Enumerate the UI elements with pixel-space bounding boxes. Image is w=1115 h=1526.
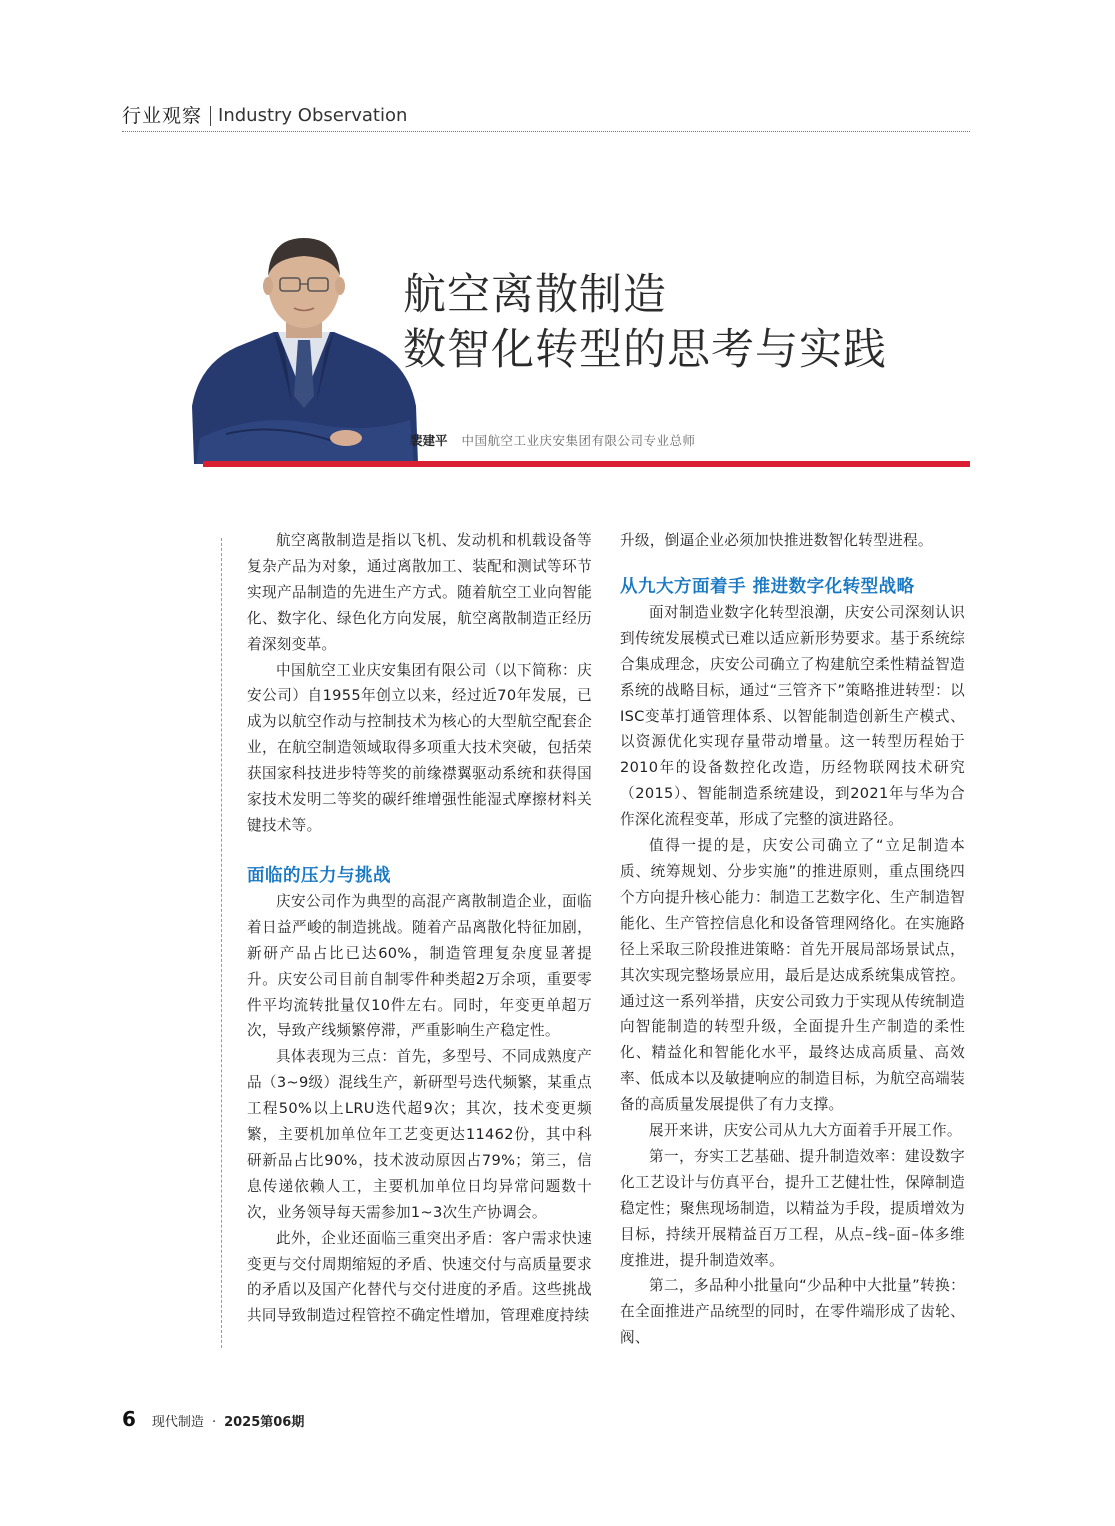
section-header: [122, 104, 970, 132]
body-paragraph: 航空离散制造是指以飞机、发动机和机载设备等复杂产品为对象，通过离散加工、装配和测试等环节实现产品制造的先进生产方式。随着航空工业向智能化、数字化、绿色化方向发展，航空离散制造正经历着深刻变革。: [247, 532, 592, 653]
author-portrait: [186, 228, 422, 464]
body-paragraph: 面对制造业数字化转型浪潮，庆安公司深刻认识到传统发展模式已难以适应新形势要求。基于系统综合集成理念，庆安公司确立了构建航空柔性精益智造系统的战略目标，通过“三管齐下”策略推进转型：以ISC变革打通管理体系、以智能制造创新生产模式、以资源优化实现存量带动增量。这一转型历程始于2010年的设备数控化改造，历经物联网技术研究（2015）、智能制造系统建设，到2021年与华为合作深化流程变革，形成了完整的演进路径。: [620, 603, 965, 829]
magazine-name: 现代制造: [151, 1415, 204, 1430]
body-paragraph: 值得一提的是，庆安公司确立了“立足制造本质、统筹规划、分步实施”的推进原则，重点围绕四个方向提升核心能力：制造工艺数字化、生产制造智能化、生产管控信息化和设备管理网络化。在实施路径上采取三阶段推进策略：首先开展局部场景试点，其次实现完整场景应用，最后是达成系统集成管控。通过这一系列举措，庆安公司致力于实现从传统制造向智能制造的转型升级，全面提升生产制造的柔性化、精益化和智能化水平，最终达成高质量、高效率、低成本以及敏捷响应的制造目标，为航空高端装备的高质量发展提供了有力支撑。: [620, 837, 965, 1114]
page-footer: [122, 1407, 304, 1431]
section-heading: 从九大方面着手 推进数字化转型战略: [620, 576, 915, 597]
section-divider: [210, 106, 211, 126]
body-paragraph: 此外，企业还面临三重突出矛盾：客户需求快速变更与交付周期缩短的矛盾、快速交付与高质量要求的矛盾以及国产化替代与交付进度的矛盾。这些挑战共同导致制造过程管控不确定性增加，管理难度持续: [247, 1229, 592, 1325]
issue-number: 2025第06期: [224, 1415, 305, 1430]
title-underline-bar: [203, 461, 970, 467]
author-position: 中国航空工业庆安集团有限公司专业总师: [461, 433, 696, 448]
title-line-2: 数智化转型的思考与实践: [403, 325, 887, 375]
section-title-cn: 行业观察: [122, 105, 203, 127]
body-paragraph: 升级，倒逼企业必须加快推进数智化转型进程。: [620, 532, 933, 549]
body-paragraph: 第二，多品种小批量向“少品种中大批量”转换：在全面推进产品统型的同时，在零件端形成了齿轮、阀、: [620, 1277, 965, 1347]
body-paragraph: 中国航空工业庆安集团有限公司（以下简称：庆安公司）自1955年创立以来，经过近70年发展，已成为以航空作动与控制技术为核心的大型航空配套企业，在航空制造领域取得多项重大技术突破，包括荣获国家科技进步特等奖的前缘襟翼驱动系统和获得国家技术发明二等奖的碳纤维增强性能湿式摩擦材料关键技术等。: [247, 661, 592, 834]
body-paragraph: 展开来讲，庆安公司从九大方面着手开展工作。: [649, 1122, 962, 1140]
author-name: 裴建平: [410, 433, 448, 448]
author-byline: [410, 431, 696, 449]
section-title-en: Industry Observation: [218, 105, 408, 126]
spacer: [620, 554, 965, 574]
right-column: [620, 528, 965, 1351]
body-paragraph: 具体表现为三点：首先，多型号、不同成熟度产品（3~9级）混线生产，新研型号迭代频繁，某重点工程50%以上LRU迭代超9次；其次，技术变更频繁，主要机加单位年工艺变更达11462份，其中科研新品占比90%，技术波动原因占79%；第三，信息传递依赖人工，主要机加单位日均异常问题数十次，业务领导每天需参加1~3次生产协调会。: [247, 1048, 592, 1221]
article-title: [403, 268, 887, 378]
section-heading: 面临的压力与挑战: [247, 865, 391, 886]
body-paragraph: 庆安公司作为典型的高混产离散制造企业，面临着日益严峻的制造挑战。随着产品离散化特征加剧，新研产品占比已达60%，制造管理复杂度显著提升。庆安公司目前自制零件种类超2万余项，重要零件平均流转批量仅10件左右。同时，年变更单超万次，导致产线频繁停滞，严重影响生产稳定性。: [247, 892, 592, 1040]
footer-separator: ·: [211, 1415, 217, 1430]
margin-rule: [221, 538, 222, 1348]
body-paragraph: 第一，夯实工艺基础、提升制造效率：建设数字化工艺设计与仿真平台，提升工艺健壮性，保障制造稳定性；聚焦现场制造，以精益为手段，提质增效为目标，持续开展精益百万工程，从点–线–面–体多维度推进，提升制造效率。: [620, 1147, 965, 1269]
title-line-1: 航空离散制造: [403, 270, 667, 320]
page-number: 6: [122, 1407, 136, 1431]
left-column: [247, 528, 592, 1329]
spacer: [247, 839, 592, 863]
